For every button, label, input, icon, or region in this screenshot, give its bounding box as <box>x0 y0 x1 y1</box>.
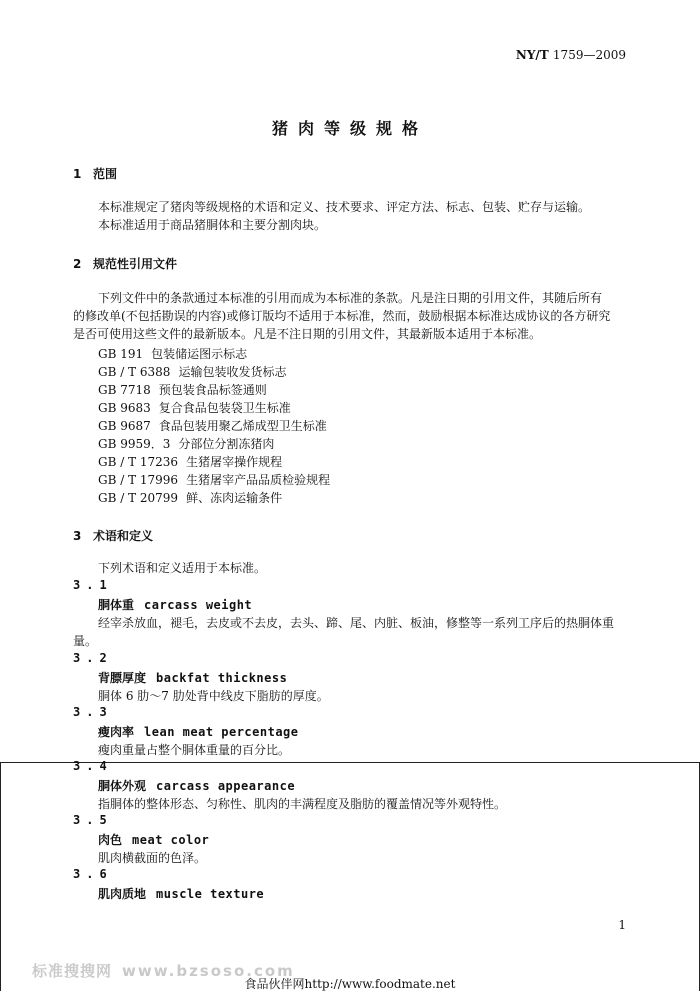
reference-item <box>98 489 282 506</box>
term-number: 3.5 <box>73 813 113 827</box>
ref-code: GB 7718 <box>98 383 151 397</box>
term-en: backfat thickness <box>156 671 288 685</box>
term-number: 3.2 <box>73 651 113 665</box>
ref-title: 鲜、冻肉运输条件 <box>186 491 283 505</box>
standard-number <box>516 48 626 62</box>
paragraph: 本标准适用于商品猪胴体和主要分割肉块。 <box>98 218 327 232</box>
reference-item <box>98 363 286 380</box>
reference-item <box>98 381 267 398</box>
term-en: meat color <box>132 833 210 847</box>
ref-code: GB 9959．3 <box>98 437 171 451</box>
page-number: 1 <box>618 918 626 932</box>
term-definition: 量。 <box>73 634 98 648</box>
term-title <box>98 831 209 848</box>
ref-title: 包装储运图示标志 <box>151 347 248 361</box>
reference-item <box>98 345 247 362</box>
section-number: 3 <box>73 529 82 543</box>
term-en: lean meat percentage <box>144 725 299 739</box>
standard-year: 1759—2009 <box>552 48 626 62</box>
reference-item <box>98 399 291 416</box>
section-title: 范围 <box>93 167 118 181</box>
term-title <box>98 596 252 613</box>
term-zh: 肉色 <box>98 833 123 847</box>
document-title: 猪肉等级规格 <box>271 119 428 138</box>
term-definition: 经宰杀放血，褪毛，去皮或不去皮，去头、蹄、尾、内脏、板油，修整等一系列工序后的热胴体重 <box>98 616 615 630</box>
ref-title: 预包装食品标签通则 <box>158 383 267 397</box>
ref-title: 生猪屠宰操作规程 <box>186 455 283 469</box>
ref-title: 生猪屠宰产品品质检验规程 <box>186 473 331 487</box>
term-title <box>98 777 295 794</box>
paragraph: 本标准规定了猪肉等级规格的术语和定义、技术要求、评定方法、标志、包装、贮存与运输。 <box>98 200 591 214</box>
watermark-site: 标准搜搜网 <box>32 962 113 980</box>
standard-prefix: NY/T <box>515 48 549 62</box>
ref-title: 分部位分割冻猪肉 <box>178 437 275 451</box>
term-number: 3.1 <box>73 578 113 592</box>
term-definition: 瘦肉重量占整个胴体重量的百分比。 <box>98 743 291 757</box>
term-title <box>98 723 299 740</box>
ref-title: 运输包装收发货标志 <box>178 365 287 379</box>
ref-title: 食品包装用聚乙烯成型卫生标准 <box>158 419 327 433</box>
ref-title: 复合食品包装袋卫生标准 <box>158 401 291 415</box>
reference-item <box>98 435 274 452</box>
term-zh: 背膘厚度 <box>98 671 147 685</box>
term-definition: 指胴体的整体形态、匀称性、肌肉的丰满程度及脂肪的覆盖情况等外观特性。 <box>98 797 507 811</box>
ref-code: GB 191 <box>98 347 144 361</box>
ref-code: GB / T 17236 <box>98 455 179 469</box>
paragraph: 的修改单(不包括勘误的内容)或修订版均不适用于本标准，然而，鼓励根据本标准达成协议的各方研究 <box>73 309 611 323</box>
term-zh: 胴体重 <box>98 598 135 612</box>
section-1-heading <box>73 165 117 182</box>
section-2-heading <box>73 255 177 272</box>
paragraph: 是否可使用这些文件的最新版本。凡是不注日期的引用文件，其最新版本适用于本标准。 <box>73 327 542 341</box>
footer-link[interactable]: 食品伙伴网http://www.foodmate.net <box>244 977 456 991</box>
section-title: 术语和定义 <box>93 529 154 543</box>
term-number: 3.3 <box>73 705 113 719</box>
term-en: carcass appearance <box>156 779 296 793</box>
term-zh: 瘦肉率 <box>98 725 135 739</box>
term-zh: 胴体外观 <box>98 779 147 793</box>
paragraph: 下列文件中的条款通过本标准的引用而成为本标准的条款。凡是注日期的引用文件，其随后所有 <box>98 291 603 305</box>
ref-code: GB / T 6388 <box>98 365 171 379</box>
reference-item <box>98 417 327 434</box>
term-en: carcass weight <box>144 598 253 612</box>
term-en: muscle texture <box>156 887 265 901</box>
term-number: 3.6 <box>73 867 113 881</box>
ref-code: GB 9683 <box>98 401 151 415</box>
watermark-url: www.bzsoso.com <box>122 962 295 980</box>
term-definition: 胴体 6 肋～7 肋处背中线皮下脂肪的厚度。 <box>98 689 329 703</box>
section-number: 2 <box>73 257 82 271</box>
section-3-heading <box>73 527 153 544</box>
section-title: 规范性引用文件 <box>93 257 178 271</box>
reference-item <box>98 471 330 488</box>
term-definition: 肌肉横截面的色泽。 <box>98 851 207 865</box>
term-title <box>98 669 287 686</box>
term-number: 3.4 <box>73 759 113 773</box>
reference-item <box>98 453 282 470</box>
ref-code: GB 9687 <box>98 419 151 433</box>
ref-code: GB / T 20799 <box>98 491 179 505</box>
term-zh: 肌肉质地 <box>98 887 147 901</box>
section-number: 1 <box>73 167 82 181</box>
term-title <box>98 885 264 902</box>
paragraph: 下列术语和定义适用于本标准。 <box>98 561 267 575</box>
ref-code: GB / T 17996 <box>98 473 179 487</box>
